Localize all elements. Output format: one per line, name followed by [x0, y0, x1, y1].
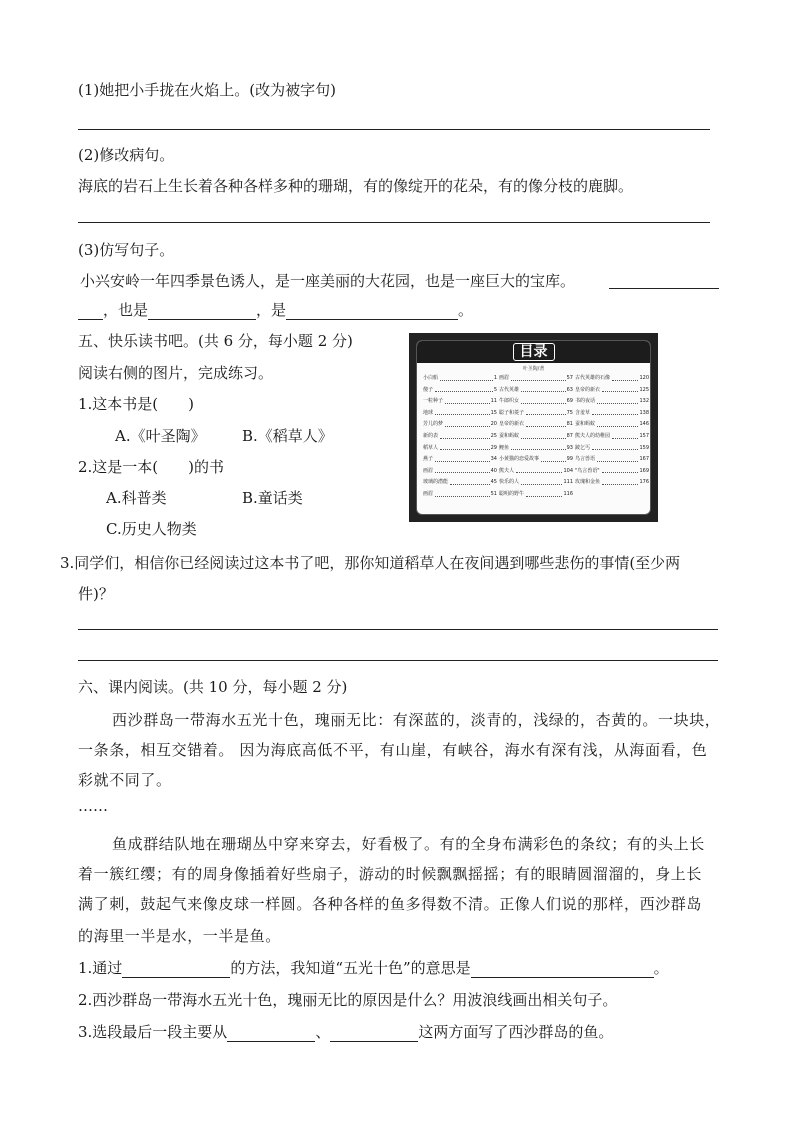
- toc-entry-leader: [440, 373, 493, 381]
- section5-instruction: 阅读右侧的图片，完成练习。: [78, 364, 274, 382]
- toc-entry-leader: [440, 443, 490, 451]
- toc-entry-leader: [592, 443, 638, 451]
- toc-column-1: [423, 373, 497, 501]
- passage-p2-line1: 鱼成群结队地在珊瑚丛中穿来穿去，好看极了。有的全身布满彩色的条纹；有的头上长: [112, 835, 705, 853]
- toc-entry: [499, 408, 573, 420]
- toc-entry-page: 45: [490, 479, 497, 486]
- toc-entry-title: 玻璃的潜能: [423, 479, 449, 486]
- toc-entry-page: 157: [639, 432, 649, 439]
- section5-q1: 1.这本书是( ): [78, 395, 195, 413]
- section5-q1-option-b[interactable]: B.《稻草人》: [242, 427, 333, 445]
- toc-entry-title: 新的表: [423, 432, 439, 439]
- toc-column-3: [575, 373, 649, 489]
- toc-entry-leader: [435, 489, 490, 497]
- section6-q3-end: 这两方面写了西沙群岛的鱼。: [418, 1023, 614, 1041]
- toc-entry-title: 画眉: [423, 467, 434, 474]
- toc-entry-leader: [602, 466, 639, 474]
- imitate-end: 。: [458, 301, 474, 319]
- section6-q3-start: 3.选段最后一段主要从: [78, 1023, 228, 1041]
- toc-entry-leader: [597, 419, 638, 427]
- toc-entry: [575, 454, 649, 466]
- toc-entry-page: 1: [493, 375, 497, 381]
- toc-entry-page: 5: [493, 386, 497, 393]
- section6-q1-middle: 的方法，我知道“五光十色”的意思是: [230, 959, 471, 977]
- toc-entry-title: 皇帝的新衣: [575, 386, 601, 393]
- toc-entry-leader: [592, 408, 638, 416]
- toc-entry-page: 57: [566, 375, 573, 381]
- question-fix-prompt: (2)修改病句。: [78, 146, 175, 164]
- toc-entry-leader: [526, 408, 566, 416]
- toc-entry-title: 含羞草: [575, 409, 591, 416]
- section6-q2: 2.西沙群岛一带海水五光十色，瑰丽无比的原因是什么？用波浪线画出相关句子。: [78, 991, 618, 1009]
- section5-q2-option-a[interactable]: A.科普类: [106, 489, 167, 507]
- imitate-example: 小兴安岭一年四季景色诱人，是一座美丽的大花园，也是一座巨大的宝库。: [80, 272, 576, 290]
- toc-entry: [499, 373, 573, 385]
- toc-entry-title: 跛乞丐: [575, 444, 591, 451]
- toc-entry-page: 15: [490, 409, 497, 416]
- toc-entry-page: 63: [566, 386, 573, 393]
- toc-entry-title: 稻草人: [423, 444, 439, 451]
- section6-q1-end: 。: [653, 959, 669, 977]
- toc-entry-title: 傻子: [423, 386, 434, 393]
- toc-entry-page: 167: [639, 456, 649, 463]
- toc-entry: [423, 431, 497, 443]
- toc-entry: [499, 431, 573, 443]
- section5-q2: 2.这是一本( )的书: [78, 458, 225, 476]
- toc-entry-leader: [511, 443, 566, 451]
- toc-entry: [575, 419, 649, 431]
- toc-entry-title: 书的夜话: [575, 398, 596, 405]
- section6-q1: [78, 958, 669, 978]
- question-imitate-prompt: (3)仿写句子。: [78, 241, 175, 259]
- book-contents-page: [416, 340, 651, 515]
- toc-entry: [423, 443, 497, 455]
- toc-entry-page: 25: [490, 432, 497, 439]
- answer-line-transform[interactable]: [78, 129, 710, 130]
- passage-p2-line2: 着一簇红缨；有的周身像插着好些扇子，游动的时候飘飘摇摇；有的眼睛圆溜溜的，身上长: [78, 865, 703, 883]
- toc-entry-title: 蚕和蚂蚁: [499, 432, 520, 439]
- toc-entry-title: 聪子和菱子: [499, 409, 525, 416]
- toc-entry: [499, 477, 573, 489]
- toc-entry: [423, 396, 497, 408]
- answer-line-fix[interactable]: [78, 222, 710, 223]
- toc-entry-title: 聪明的野牛: [499, 490, 525, 497]
- toc-entry-title: 鲤鱼: [499, 444, 510, 451]
- toc-entry-leader: [435, 466, 490, 474]
- toc-entry-title: 玫瑰和金鱼: [575, 479, 601, 486]
- question-transform-prompt: (1)她把小手拢在火焰上。(改为被字句): [78, 81, 336, 99]
- toc-entry-leader: [612, 373, 638, 381]
- toc-entry-title: 小白船: [423, 375, 439, 381]
- toc-entry-page: 51: [490, 490, 497, 497]
- passage-p1-line2: 一条条，相互交错着。 因为海底高低不平，有山崖，有峡谷，海水有深有浅，从海面看，色: [78, 741, 708, 759]
- answer-line-q3-2[interactable]: [78, 660, 718, 661]
- toc-entry-title: 熊夫人: [499, 467, 515, 474]
- toc-entry-page: 120: [639, 375, 649, 381]
- toc-entry: [499, 443, 573, 455]
- toc-entry-leader: [597, 396, 638, 404]
- toc-entry-page: 146: [639, 421, 649, 428]
- question-fix-sentence: 海底的岩石上生长着各种各样多种的珊瑚，有的像绽开的花朵，有的像分枝的鹿脚。: [78, 177, 634, 195]
- imitate-blank-1[interactable]: [609, 288, 719, 289]
- toc-entry: [499, 466, 573, 478]
- toc-entry-title: 芳儿的梦: [423, 421, 444, 428]
- toc-entry: [423, 373, 497, 385]
- section5-title: 五、快乐读书吧。(共 6 分，每小题 2 分): [78, 332, 353, 350]
- toc-entry-page: 159: [639, 444, 649, 451]
- passage-p2-line3: 满了刺，鼓起气来像皮球一样圆。各种各样的鱼多得数不清。正像人们说的那样，西沙群岛: [78, 895, 703, 913]
- toc-entry-title: 画眉: [499, 375, 510, 381]
- toc-entry: [575, 408, 649, 420]
- toc-entry-page: 11: [490, 398, 497, 405]
- passage-ellipsis: ……: [78, 797, 108, 815]
- toc-entry-leader: [597, 454, 638, 462]
- toc-entry-page: 138: [639, 409, 649, 416]
- passage-p2-line4: 的海里一半是水，一半是鱼。: [78, 927, 281, 945]
- toc-entry-title: 快乐的人: [499, 479, 520, 486]
- toc-entry-title: 古代英雄的石像: [575, 375, 611, 381]
- passage-p1-line1: 西沙群岛一带海水五光十色，瑰丽无比：有深蓝的，淡青的，浅绿的，杏黄的。一块块，: [112, 711, 721, 729]
- toc-entry-leader: [445, 419, 490, 427]
- toc-entry: [575, 443, 649, 455]
- toc-entry: [423, 466, 497, 478]
- section5-q1-option-a[interactable]: A.《叶圣陶》: [115, 427, 206, 445]
- toc-entry-leader: [612, 431, 638, 439]
- toc-entry-page: 87: [566, 432, 573, 439]
- book-contents-title: 目录: [513, 343, 555, 361]
- section6-q1-blank-method[interactable]: [122, 960, 230, 978]
- toc-entry-title: 蚕和蚂蚁: [575, 421, 596, 428]
- toc-entry-leader: [526, 489, 562, 497]
- toc-entry: [423, 477, 497, 489]
- section5-q3-line2: 件)？: [78, 585, 114, 603]
- toc-entry-leader: [602, 477, 638, 485]
- toc-entry: [575, 373, 649, 385]
- toc-column-2: [499, 373, 573, 501]
- toc-entry-page: 69: [566, 398, 573, 405]
- toc-entry: [499, 489, 573, 501]
- toc-entry: [423, 385, 497, 397]
- question-imitate-sentence: [80, 271, 575, 291]
- toc-entry-title: 皇帝的新衣: [499, 421, 525, 428]
- section6-q3-blank-2[interactable]: [330, 1024, 418, 1042]
- toc-entry-page: 132: [639, 398, 649, 405]
- toc-entry: [423, 408, 497, 420]
- book-contents-image: [409, 333, 658, 522]
- toc-entry-leader: [602, 385, 638, 393]
- toc-entry-title: 鸟言兽语: [575, 456, 596, 463]
- toc-entry-leader: [445, 396, 490, 404]
- toc-entry-page: 34: [490, 456, 497, 463]
- toc-entry-leader: [440, 431, 490, 439]
- book-contents-subtitle: 叶圣陶/著: [522, 366, 545, 372]
- toc-entry-page: 29: [490, 444, 497, 451]
- toc-entry-leader: [541, 454, 566, 462]
- toc-entry: [499, 385, 573, 397]
- toc-entry-title: 地球: [423, 409, 434, 416]
- toc-entry-leader: [521, 431, 566, 439]
- toc-entry-title: 熊夫人的幼稚园: [575, 432, 611, 439]
- toc-entry: [575, 431, 649, 443]
- toc-entry: [575, 466, 649, 478]
- toc-entry-page: 176: [639, 479, 649, 486]
- toc-entry-leader: [526, 419, 566, 427]
- toc-entry-page: 169: [639, 467, 649, 474]
- toc-entry-title: 小黄猫的恋爱故事: [499, 456, 540, 463]
- answer-line-q3-1[interactable]: [78, 629, 718, 630]
- section5-q2-option-c[interactable]: C.历史人物类: [106, 520, 197, 538]
- imitate-blank-3[interactable]: [148, 302, 256, 320]
- imitate-part1: ，也是: [103, 301, 149, 319]
- toc-entry-title: 牛郎织女: [499, 398, 520, 405]
- toc-entry-leader: [521, 396, 566, 404]
- section6-q3: [78, 1022, 613, 1042]
- passage-p1-line3: 彩就不同了。: [78, 771, 172, 789]
- toc-entry-page: 75: [566, 409, 573, 416]
- toc-entry-title: 一粒种子: [423, 398, 444, 405]
- book-contents-header: [417, 341, 650, 363]
- toc-entry: [423, 454, 497, 466]
- section5-q3-line1: 3.同学们，相信你已经阅读过这本书了吧，那你知道稻草人在夜间遇到哪些悲伤的事情(至少两: [60, 554, 681, 572]
- toc-entry-page: 99: [566, 456, 573, 463]
- toc-entry-page: 93: [566, 444, 573, 451]
- toc-entry: [575, 396, 649, 408]
- section6-q3-sep: 、: [315, 1023, 331, 1041]
- section6-title: 六、课内阅读。(共 10 分，每小题 2 分): [78, 678, 348, 696]
- toc-entry-leader: [521, 477, 562, 485]
- toc-entry-title: "鸟言兽语": [575, 467, 600, 474]
- toc-entry-page: 104: [563, 467, 573, 474]
- toc-entry: [423, 489, 497, 501]
- toc-entry: [423, 419, 497, 431]
- section6-q3-blank-1[interactable]: [227, 1024, 315, 1042]
- toc-entry-leader: [511, 373, 566, 381]
- toc-entry-leader: [450, 477, 490, 485]
- toc-entry: [499, 396, 573, 408]
- toc-entry-leader: [435, 385, 493, 393]
- imitate-line-2: [78, 300, 473, 320]
- toc-entry-page: 20: [490, 421, 497, 428]
- toc-entry-leader: [516, 466, 562, 474]
- toc-entry: [499, 454, 573, 466]
- toc-entry-leader: [521, 385, 566, 393]
- section5-q2-option-b[interactable]: B.童话类: [242, 489, 303, 507]
- toc-entry-page: 116: [563, 490, 573, 497]
- toc-entry-title: 画眉: [423, 490, 434, 497]
- toc-entry: [499, 419, 573, 431]
- imitate-part2: ，是: [256, 301, 287, 319]
- toc-entry-leader: [435, 454, 490, 462]
- toc-entry: [575, 477, 649, 489]
- toc-entry: [575, 385, 649, 397]
- toc-entry-page: 111: [563, 479, 573, 486]
- toc-entry-title: 燕子: [423, 456, 434, 463]
- section6-q1-start: 1.通过: [78, 959, 123, 977]
- toc-entry-page: 125: [639, 386, 649, 393]
- section6-q1-blank-meaning[interactable]: [471, 960, 654, 978]
- toc-entry-page: 40: [490, 467, 497, 474]
- imitate-blank-2[interactable]: [78, 302, 103, 320]
- toc-entry-title: 古代英雄: [499, 386, 520, 393]
- imitate-blank-4[interactable]: [286, 302, 458, 320]
- toc-entry-page: 81: [566, 421, 573, 428]
- toc-entry-leader: [435, 408, 490, 416]
